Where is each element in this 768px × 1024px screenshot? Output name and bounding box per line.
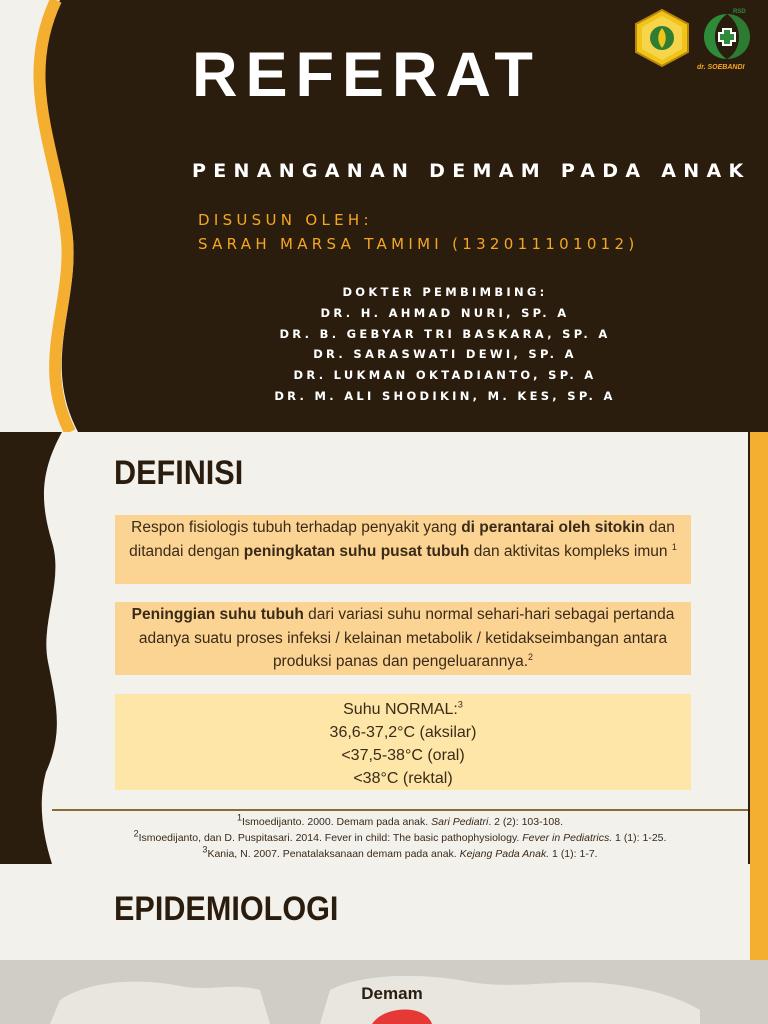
box-text: Respon fisiologis tubuh terhadap penyakit yang	[131, 519, 462, 536]
footnote-marker: 3	[457, 699, 463, 710]
reference-detail: 1 (1): 1-25.	[612, 832, 667, 844]
temperature-line: <38°C (rektal)	[353, 770, 453, 787]
supervisors-list	[270, 282, 620, 407]
slide-title: REFERAT	[192, 40, 541, 110]
definition-slide	[0, 432, 768, 864]
reference-journal: Kejang Pada Anak.	[459, 848, 550, 860]
box-text: dan ditandai dengan	[129, 519, 675, 560]
accent-bar	[750, 864, 768, 964]
reference-number: 1	[236, 812, 242, 823]
reference-journal: Fever in Pediatrics.	[522, 832, 613, 844]
box-heading: Suhu NORMAL:	[343, 701, 458, 718]
reference-detail: . 2 (2): 103-108.	[488, 816, 564, 828]
section-title: EPIDEMIOLOGI	[114, 890, 339, 928]
box-bold-text: peningkatan suhu pusat tubuh	[243, 542, 470, 560]
reference-number: 2	[133, 828, 139, 839]
definition-box-1	[115, 515, 691, 584]
temperature-line: <37,5-38°C (oral)	[341, 747, 465, 764]
supervisor-item: DR. LUKMAN OKTADIANTO, SP. A	[293, 368, 597, 383]
accent-bar	[750, 432, 768, 864]
slide-subtitle: PENANGANAN DEMAM PADA ANAK	[192, 160, 751, 182]
university-logo-icon	[633, 9, 691, 67]
reference-item	[52, 814, 748, 830]
supervisor-item: DR. SARASWATI DEWI, SP. A	[313, 347, 577, 362]
supervisor-item: DR. M. ALI SHODIKIN, M. KES, SP. A	[274, 388, 616, 403]
reference-text: Ismoedijanto, dan D. Puspitasari. 2014. Fever in child: The basic pathophysiology.	[138, 832, 523, 844]
map-label: Demam	[361, 984, 423, 1003]
normal-temperature-box	[115, 694, 691, 790]
box-bold-text: Peninggian suhu tubuh	[131, 606, 304, 623]
title-slide	[0, 0, 768, 432]
reference-text: Kania, N. 2007. Penatalaksanaan demam pada anak.	[207, 848, 460, 860]
divider	[52, 809, 748, 811]
reference-item	[52, 846, 748, 862]
reference-item	[52, 830, 748, 846]
supervisors-label: DOKTER PEMBIMBING:	[342, 285, 548, 299]
author-label: DISUSUN OLEH:	[198, 211, 373, 229]
supervisor-item: DR. H. AHMAD NURI, SP. A	[320, 305, 570, 320]
definition-box-2	[115, 602, 691, 675]
box-bold-text: di perantarai oleh sitokin	[461, 519, 645, 536]
reference-detail: 1 (1): 1-7.	[549, 848, 598, 860]
hospital-logo-icon	[696, 6, 758, 72]
reference-journal: Sari Pediatri	[431, 816, 489, 828]
box-text: dari variasi suhu normal sehari-hari sebagai pertanda adanya suatu proses infeksi / kelainan metabolik / ketidakseimbangan antara produksi panas dan pengeluarannya.	[138, 606, 675, 670]
box-text: dan aktivitas kompleks imun	[469, 542, 672, 560]
hospital-logo-text-bottom: dr. SOEBANDI	[697, 64, 745, 71]
references	[52, 814, 748, 862]
footnote-marker: 1	[671, 541, 677, 552]
temperature-line: 36,6-37,2°C (aksilar)	[329, 724, 477, 741]
hospital-logo-text-top: RSD	[733, 9, 746, 15]
epidemiology-slide	[0, 864, 768, 1024]
section-title: DEFINISI	[114, 454, 244, 492]
supervisor-item: DR. B. GEBYAR TRI BASKARA, SP. A	[279, 326, 611, 341]
reference-number: 3	[202, 844, 208, 855]
reference-text: Ismoedijanto. 2000. Demam pada anak.	[241, 816, 432, 828]
decorative-wave-band	[0, 0, 90, 432]
footnote-marker: 2	[528, 651, 534, 662]
author-name: SARAH MARSA TAMIMI (132011101012)	[198, 235, 639, 253]
